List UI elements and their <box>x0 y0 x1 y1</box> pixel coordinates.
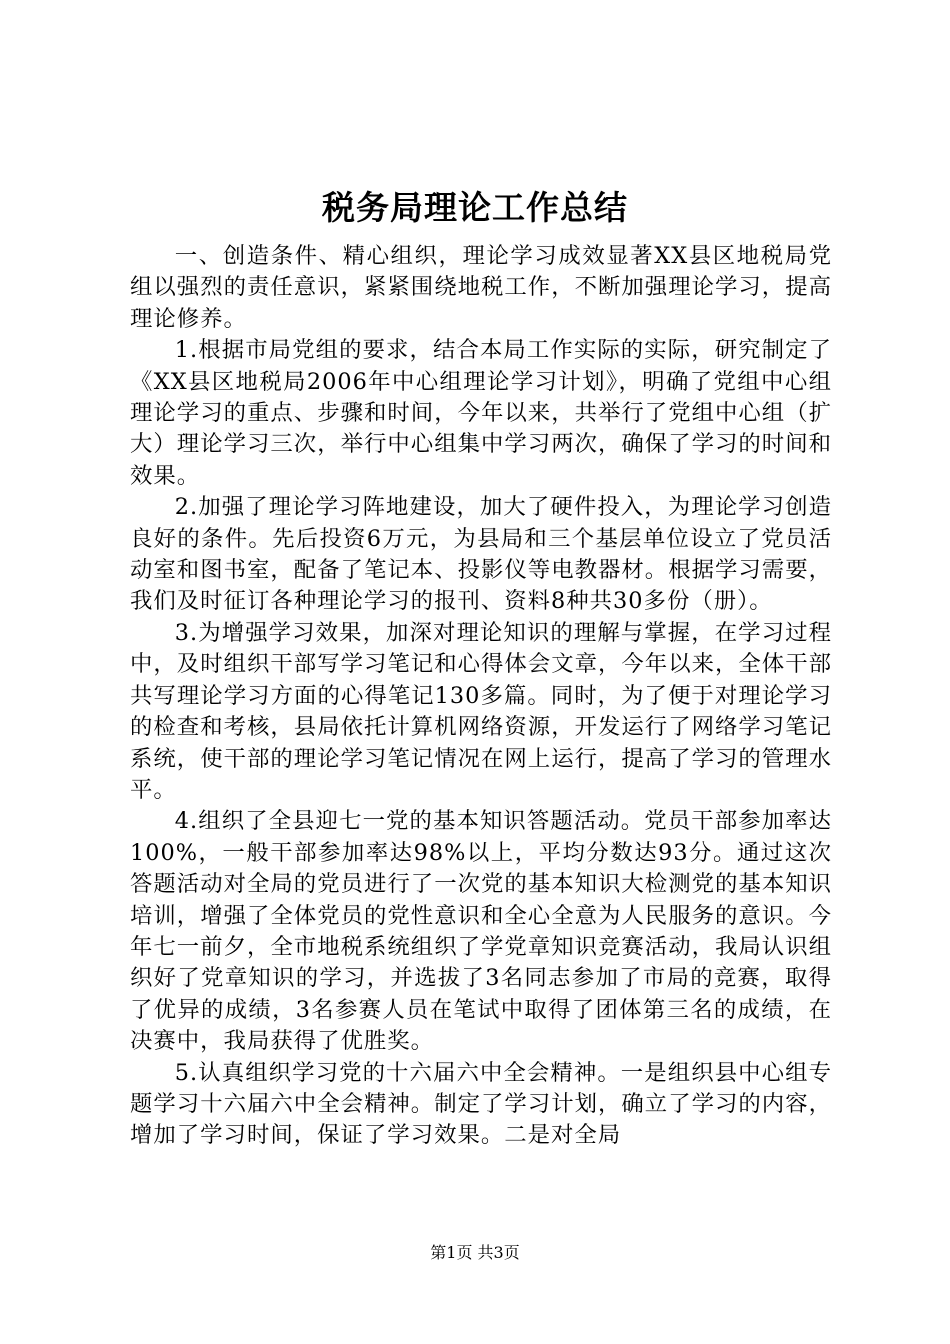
paragraph-4: 3.为增强学习效果，加深对理论知识的理解与掌握，在学习过程中，及时组织干部写学习笔记和心得体会文章，今年以来，全体干部共写理论学习方面的心得笔记130多篇。同时，为了便于对理论学习的检查和考核，县局依托计算机网络资源，开发运行了网络学习笔记系统，使干部的理论学习笔记情况在网上运行，提高了学习的管理水平。 <box>130 619 832 803</box>
paragraph-3: 2.加强了理论学习阵地建设，加大了硬件投入，为理论学习创造良好的条件。先后投资6万元，为县局和三个基层单位设立了党员活动室和图书室，配备了笔记本、投影仪等电教器材。根据学习需要，我们及时征订各种理论学习的报刊、资料8种共30多份（册）。 <box>130 494 832 615</box>
document-title: 税务局理论工作总结 <box>322 188 628 227</box>
page-number-footer: 第1页 共3页 <box>430 1243 520 1262</box>
paragraph-5: 4.组织了全县迎七一党的基本知识答题活动。党员干部参加率达100%，一般干部参加率达98%以上，平均分数达93分。通过这次答题活动对全局的党员进行了一次党的基本知识大检测党的基本知识培训，增强了全体党员的党性意识和全心全意为人民服务的意识。今年七一前夕，全市地税系统组织了学党章知识竞赛活动，我局认识组织好了党章知识的学习，并选拔了3名同志参加了市局的竞赛，取得了优异的成绩，3名参赛人员在笔试中取得了团体第三名的成绩，在决赛中，我局获得了优胜奖。 <box>130 808 832 1055</box>
paragraph-6: 5.认真组织学习党的十六届六中全会精神。一是组织县中心组专题学习十六届六中全会精神。制定了学习计划，确立了学习的内容，增加了学习时间，保证了学习效果。二是对全局 <box>130 1059 832 1149</box>
document-body <box>130 241 832 1152</box>
paragraph-1: 一、创造条件、精心组织，理论学习成效显著XX县区地税局党组以强烈的责任意识，紧紧围绕地税工作，不断加强理论学习，提高理论修养。 <box>130 243 832 332</box>
paragraph-2: 1.根据市局党组的要求，结合本局工作实际的实际，研究制定了《XX县区地税局2006年中心组理论学习计划》，明确了党组中心组理论学习的重点、步骤和时间，今年以来，共举行了党组中心组（扩大）理论学习三次，举行中心组集中学习两次，确保了学习的时间和效果。 <box>130 337 832 489</box>
